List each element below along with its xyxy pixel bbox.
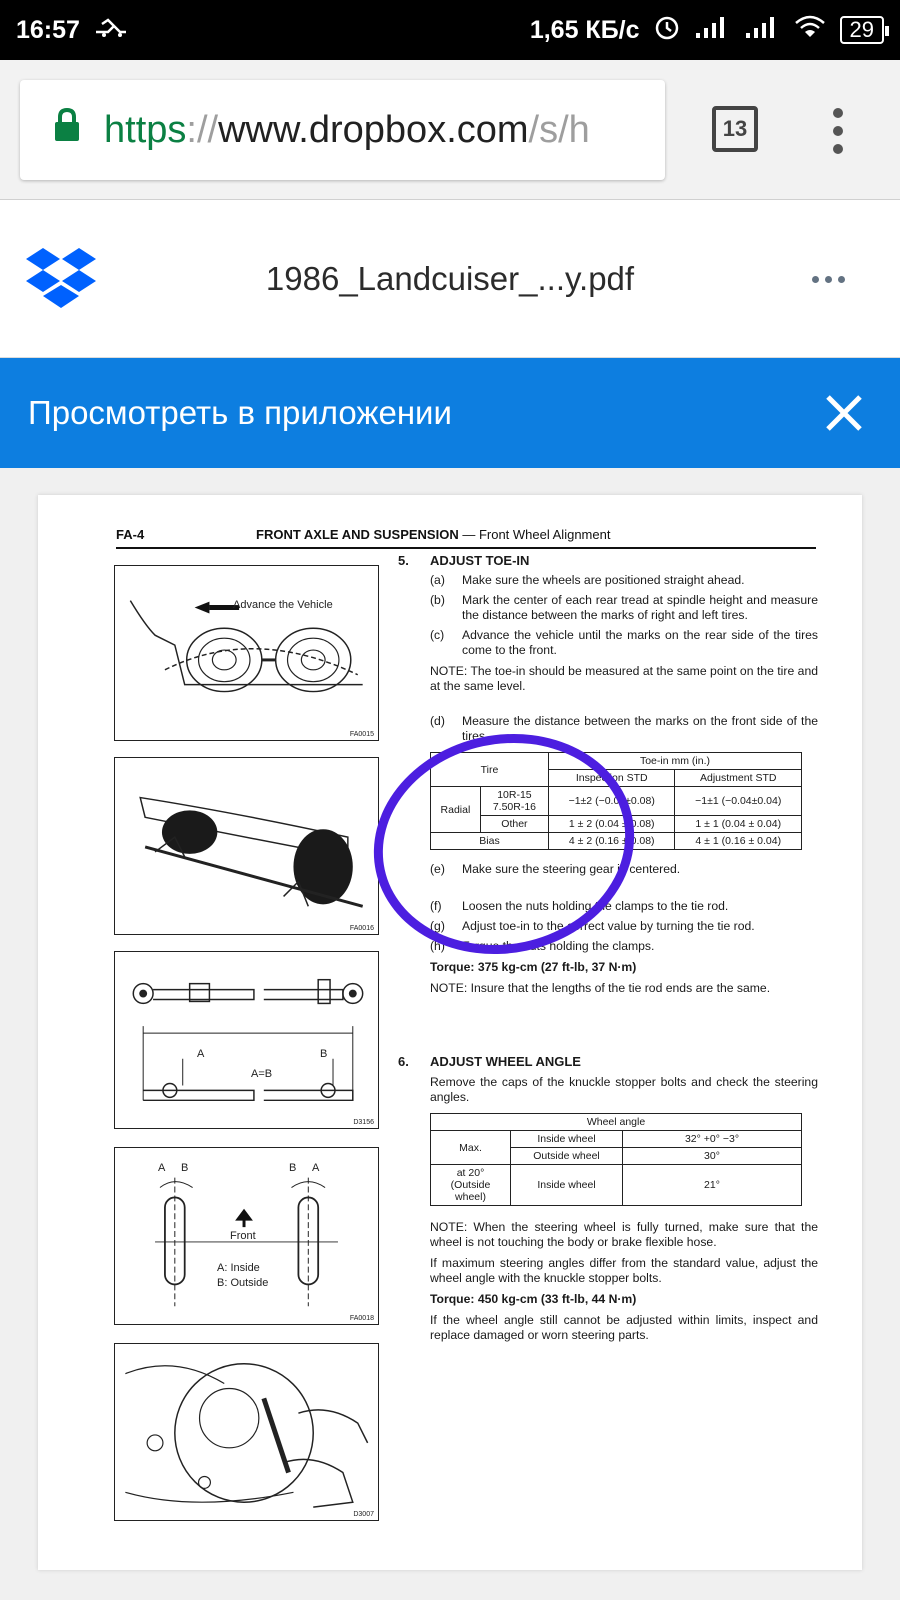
note-5-2: NOTE: Insure that the lengths of the tie rod ends are the same. xyxy=(430,981,771,995)
file-title: 1986_Landcuiser_...y.pdf xyxy=(265,260,635,297)
section6-p2: If the wheel angle still cannot be adjusted within limits, inspect and replace damaged or worn steering parts. xyxy=(430,1313,818,1342)
td-max-inside-val: 32° +0° −3° xyxy=(623,1131,802,1148)
browser-toolbar xyxy=(0,60,900,200)
note-5: NOTE: The toe-in should be measured at the same point on the tire and at the same level. xyxy=(430,664,818,693)
letter-d: (d) xyxy=(430,714,445,728)
status-right xyxy=(530,14,884,47)
step-5c-text: Advance the vehicle until the marks on the rear side of the tires come to the front. xyxy=(462,628,818,657)
td-r3-adj: 4 ± 1 (0.16 ± 0.04) xyxy=(675,833,802,850)
fig4-label-a-right: A xyxy=(312,1162,320,1174)
figure-front-tires xyxy=(114,757,379,935)
td-r1-size: 10R-15 7.50R-16 xyxy=(480,787,548,816)
fig4-label-b-right: B xyxy=(289,1162,297,1174)
fig4-legend-b: B: Outside xyxy=(217,1277,269,1289)
wheel-angle-table xyxy=(430,1113,802,1206)
section5-title: ADJUST TOE-IN xyxy=(430,553,530,568)
step-5b xyxy=(398,593,818,623)
network-speed: 1,65 КБ/с xyxy=(529,15,640,44)
letter-b: (b) xyxy=(430,593,445,607)
th-tire: Tire xyxy=(431,753,549,787)
pdf-page[interactable] xyxy=(38,495,862,1570)
tab-switcher-button[interactable]: 13 xyxy=(712,106,758,152)
url-path: /s/h xyxy=(528,108,590,151)
fig4-label-a-left: A xyxy=(158,1162,166,1174)
section5-num: 5. xyxy=(398,553,409,568)
close-icon[interactable] xyxy=(822,391,866,435)
signal-icon-1 xyxy=(694,15,730,46)
figure-tie-rod xyxy=(114,951,379,1129)
signal-icon-2 xyxy=(744,15,780,46)
td-r3-insp: 4 ± 2 (0.16 ± 0.08) xyxy=(548,833,675,850)
more-options-icon[interactable] xyxy=(812,276,845,283)
url-separator: :// xyxy=(186,108,219,151)
th-adjustment: Adjustment STD xyxy=(675,770,802,787)
td-at20: at 20° (Outside wheel) xyxy=(431,1165,511,1206)
page-number: FA-4 xyxy=(116,527,145,542)
browser-menu-icon[interactable] xyxy=(832,108,844,154)
td-r1-insp: −1±2 (−0.04±0.08) xyxy=(548,787,675,816)
td-max-inside: Inside wheel xyxy=(511,1131,623,1148)
figure-steering-check xyxy=(114,1343,379,1521)
wifi-icon xyxy=(794,15,826,46)
td-at20-inside: Inside wheel xyxy=(511,1165,623,1206)
step-5g-text: Adjust toe-in to the correct value by turning the tie rod. xyxy=(462,919,755,933)
td-max-outside-val: 30° xyxy=(623,1148,802,1165)
fig1-label: Advance the Vehicle xyxy=(233,599,333,611)
section6-intro: Remove the caps of the knuckle stopper bolts and check the steering angles. xyxy=(430,1075,818,1104)
section6-num: 6. xyxy=(398,1054,409,1069)
section6-p1: If maximum steering angles differ from the standard value, adjust the wheel angle with the knuckle stopper bolts. xyxy=(430,1256,818,1285)
page-header xyxy=(116,525,816,549)
step-5f-text: Loosen the nuts holding the clamps to the tie rod. xyxy=(462,899,729,913)
torque-5: Torque: 375 kg-cm (27 ft-lb, 37 N·m) xyxy=(430,960,637,974)
clock: 16:57 xyxy=(16,15,80,44)
step-5d-text: Measure the distance between the marks on the front side of the tires. xyxy=(462,714,818,743)
page-title-main: FRONT AXLE AND SUSPENSION xyxy=(256,527,459,542)
open-in-app-banner[interactable] xyxy=(0,358,900,468)
dropbox-logo-icon[interactable] xyxy=(26,248,96,315)
address-bar[interactable] xyxy=(20,80,665,180)
step-5a-text: Make sure the wheels are positioned straight ahead. xyxy=(462,573,745,587)
section6-heading xyxy=(398,1054,818,1069)
step-5b-text: Mark the center of each rear tread at spindle height and measure the distance between the marks of right and left tires. xyxy=(462,593,818,622)
step-5h-text: Torque the nuts holding the clamps. xyxy=(462,939,655,953)
td-radial: Radial xyxy=(431,787,481,833)
td-at20-val: 21° xyxy=(623,1165,802,1206)
letter-h: (h) xyxy=(430,939,445,953)
section5-heading xyxy=(398,553,818,568)
fig1-code: FA0015 xyxy=(349,731,374,738)
fig5-code: D3007 xyxy=(353,1511,374,1518)
alarm-icon xyxy=(654,14,680,47)
page-title-sub: — Front Wheel Alignment xyxy=(458,527,611,542)
note-6: NOTE: When the steering wheel is fully turned, make sure that the wheel is not touching the body or brake flexible hose. xyxy=(430,1220,818,1249)
th-wheel-angle: Wheel angle xyxy=(431,1114,802,1131)
td-max-outside: Outside wheel xyxy=(511,1148,623,1165)
fig3-label-a: A xyxy=(197,1048,205,1060)
fig4-front: Front xyxy=(230,1230,256,1242)
url-scheme: https xyxy=(104,108,187,151)
th-toein: Toe-in mm (in.) xyxy=(548,753,801,770)
step-5d xyxy=(398,714,818,744)
td-r2-insp: 1 ± 2 (0.04 ± 0.08) xyxy=(548,816,675,833)
torque-6: Torque: 450 kg-cm (33 ft-lb, 44 N·m) xyxy=(430,1292,637,1306)
th-inspection: Inspection STD xyxy=(548,770,675,787)
letter-g: (g) xyxy=(430,919,445,933)
dropbox-header xyxy=(0,200,900,358)
step-5c xyxy=(398,628,818,658)
figure-advance-vehicle xyxy=(114,565,379,741)
fig2-code: FA0016 xyxy=(349,925,374,932)
app-notification-icon xyxy=(94,16,128,45)
fig3-code: D3156 xyxy=(353,1119,374,1126)
battery-icon: 29 xyxy=(840,16,884,44)
step-5e-text: Make sure the steering gear is centered. xyxy=(462,862,681,876)
td-r2-size: Other xyxy=(480,816,548,833)
status-bar xyxy=(0,0,900,60)
lock-icon xyxy=(54,108,80,152)
td-r1-adj: −1±1 (−0.04±0.04) xyxy=(675,787,802,816)
td-max: Max. xyxy=(431,1131,511,1165)
letter-f: (f) xyxy=(430,899,442,913)
section6-title: ADJUST WHEEL ANGLE xyxy=(430,1054,581,1069)
letter-c: (c) xyxy=(430,628,445,642)
figure-wheel-angle xyxy=(114,1147,379,1325)
fig4-label-b-left: B xyxy=(181,1162,189,1174)
page-title xyxy=(256,527,610,542)
td-r2-adj: 1 ± 1 (0.04 ± 0.04) xyxy=(675,816,802,833)
open-in-app-text: Просмотреть в приложении xyxy=(28,394,452,431)
letter-e: (e) xyxy=(430,862,445,876)
url-host: www.dropbox.com xyxy=(218,108,529,151)
td-bias: Bias xyxy=(431,833,549,850)
fig4-code: FA0018 xyxy=(349,1315,374,1322)
fig3-label-ab: A=B xyxy=(251,1068,273,1080)
letter-a: (a) xyxy=(430,573,445,587)
step-5a xyxy=(398,573,818,588)
fig4-legend-a: A: Inside xyxy=(217,1262,260,1274)
fig3-label-b: B xyxy=(320,1048,328,1060)
